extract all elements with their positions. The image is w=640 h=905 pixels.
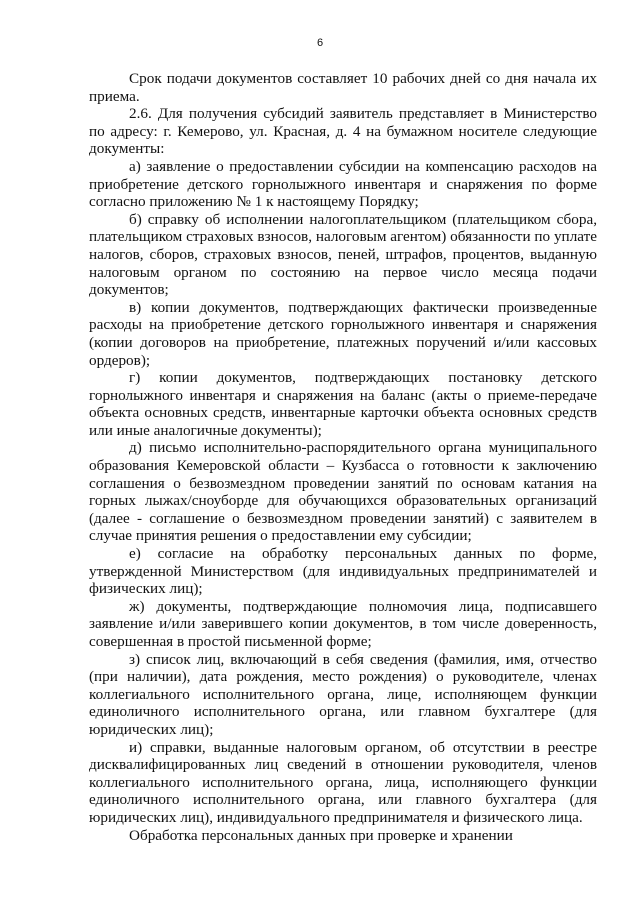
list-item-v: в) копии документов, подтверждающих фактически произведенные расходы на приобретение детского горнолыжного инвентаря и снаряжения (копии договоров на приобретение, платежных поручений и/или кассовых ордеров); (89, 298, 597, 369)
list-item-e: е) согласие на обработку персональных данных по форме, утвержденной Министерством (для индивидуальных предпринимателей и физических лиц); (89, 545, 597, 598)
list-item-i: и) справки, выданные налоговым органом, об отсутствии в реестре дисквалифицированных лиц сведений в отношении руководителя, членов коллегиального исполнительного органа, лица, исполняющего функции единоличного исполнительного органа, или главного бухгалтера (для юридических лиц), индивидуального предпринимателя и физического лица. (89, 738, 597, 826)
list-item-g: г) копии документов, подтверждающих постановку детского горнолыжного инвентаря и снаряжения на баланс (акты о приеме-передаче объекта основных средств, инвентарные карточки объекта основных средств или иные аналогичные документы); (89, 369, 597, 439)
list-item-d: д) письмо исполнительно-распорядительного органа муниципального образования Кемеровской области – Кузбасса о готовности к заключению соглашения о безвозмездном проведении занятий по основам катания на горных лыжах/сноуборде для обучающихся образовательных организаций (далее - соглашение о безвозмездном проведении занятий) с заявителем в случае принятия решения о предоставлении ему субсидии; (89, 439, 597, 545)
list-item-zh: ж) документы, подтверждающие полномочия лица, подписавшего заявление и/или заверившего копии документов, в том числе доверенность, совершенная в простой письменной форме; (89, 597, 597, 650)
list-item-a: а) заявление о предоставлении субсидии на компенсацию расходов на приобретение детского горнолыжного инвентаря и снаряжения по форме согласно приложению № 1 к настоящему Порядку; (89, 157, 597, 211)
paragraph-submission-deadline: Срок подачи документов составляет 10 рабочих дней со дня начала их приема. (89, 70, 597, 105)
list-item-z: з) список лиц, включающий в себя сведения (фамилия, имя, отчество (при наличии), дата рождения, место рождения) о руководителе, членах коллегиального исполнительного органа, лице, исполняющем функции единоличного исполнительного органа, или главном бухгалтере (для юридических лиц); (89, 650, 597, 738)
document-body (89, 70, 597, 844)
paragraph-data-processing: Обработка персональных данных при проверке и хранении (129, 826, 513, 844)
paragraph-2-6-intro: 2.6. Для получения субсидий заявитель представляет в Министерство по адресу: г. Кемерово, ул. Красная, д. 4 на бумажном носителе следующие документы: (89, 105, 597, 158)
page-number: 6 (316, 37, 324, 49)
list-item-b: б) справку об исполнении налогоплательщиком (плательщиком сбора, плательщиком страховых взносов, налоговым агентом) обязанности по уплате налогов, сборов, страховых взносов, пеней, штрафов, процентов, выданную налоговым органом по состоянию на первое число месяца подачи документов; (89, 210, 597, 299)
